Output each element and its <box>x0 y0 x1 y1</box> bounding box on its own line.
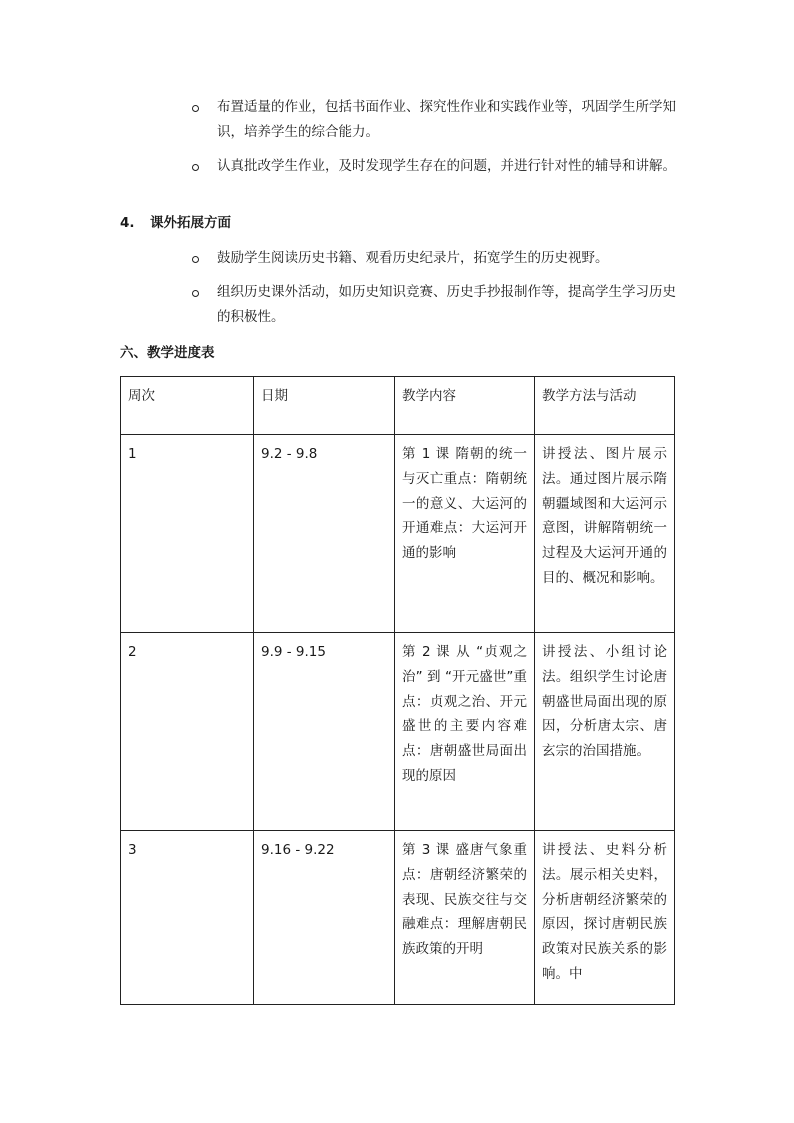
header-cell-week: 周次 <box>121 377 254 435</box>
homework-bullet-list <box>192 95 676 188</box>
method-cell: 讲授法、史料分析法。展示相关史料，分析唐朝经济繁荣的原因，探讨唐朝民族政策对民族关系的影响。中 <box>535 831 675 1005</box>
header-cell-content: 教学内容 <box>395 377 535 435</box>
section-title: 课外拓展方面 <box>150 215 231 231</box>
table-header-row <box>121 377 675 435</box>
header-cell-date: 日期 <box>254 377 395 435</box>
content-cell: 第 2 课 从 “贞观之治” 到 “开元盛世”重点：贞观之治、开元盛世的主要内容难点：唐朝盛世局面出现的原因 <box>395 633 535 831</box>
date-cell: 9.16 - 9.22 <box>254 831 395 1005</box>
section-heading-extracurricular <box>120 211 231 236</box>
content-cell: 第 1 课 隋朝的统一与灭亡重点：隋朝统一的意义、大运河的开通难点：大运河开通的影响 <box>395 435 535 633</box>
week-cell: 2 <box>121 633 254 831</box>
date-cell: 9.9 - 9.15 <box>254 633 395 831</box>
method-cell: 讲授法、小组讨论法。组织学生讨论唐朝盛世局面出现的原因，分析唐太宗、唐玄宗的治国措施。 <box>535 633 675 831</box>
list-item <box>192 154 676 179</box>
list-item <box>192 246 676 271</box>
hollow-circle-bullet-icon <box>192 256 199 263</box>
content-cell: 第 3 课 盛唐气象重点：唐朝经济繁荣的表现、民族交往与交融难点：理解唐朝民族政策的开明 <box>395 831 535 1005</box>
week-cell: 3 <box>121 831 254 1005</box>
list-item <box>192 95 676 145</box>
method-cell: 讲授法、图片展示法。通过图片展示隋朝疆域图和大运河示意图，讲解隋朝统一过程及大运河开通的目的、概况和影响。 <box>535 435 675 633</box>
hollow-circle-bullet-icon <box>192 290 199 297</box>
table-row <box>121 435 675 633</box>
teaching-schedule-table <box>120 376 675 1005</box>
bullet-text: 认真批改学生作业，及时发现学生存在的问题，并进行针对性的辅导和讲解。 <box>217 158 676 174</box>
bullet-text: 布置适量的作业，包括书面作业、探究性作业和实践作业等，巩固学生所学知识，培养学生的综合能力。 <box>217 99 676 140</box>
extracurricular-bullet-list <box>192 246 676 339</box>
section-number: 4. <box>120 215 135 231</box>
date-cell: 9.2 - 9.8 <box>254 435 395 633</box>
header-cell-method: 教学方法与活动 <box>535 377 675 435</box>
table-row <box>121 633 675 831</box>
table-row <box>121 831 675 1005</box>
hollow-circle-bullet-icon <box>192 105 199 112</box>
bullet-text: 组织历史课外活动，如历史知识竞赛、历史手抄报制作等，提高学生学习历史的积极性。 <box>217 284 676 325</box>
bullet-text: 鼓励学生阅读历史书籍、观看历史纪录片，拓宽学生的历史视野。 <box>217 250 609 266</box>
hollow-circle-bullet-icon <box>192 164 199 171</box>
list-item <box>192 280 676 330</box>
section-heading-schedule: 六、教学进度表 <box>120 345 215 361</box>
week-cell: 1 <box>121 435 254 633</box>
